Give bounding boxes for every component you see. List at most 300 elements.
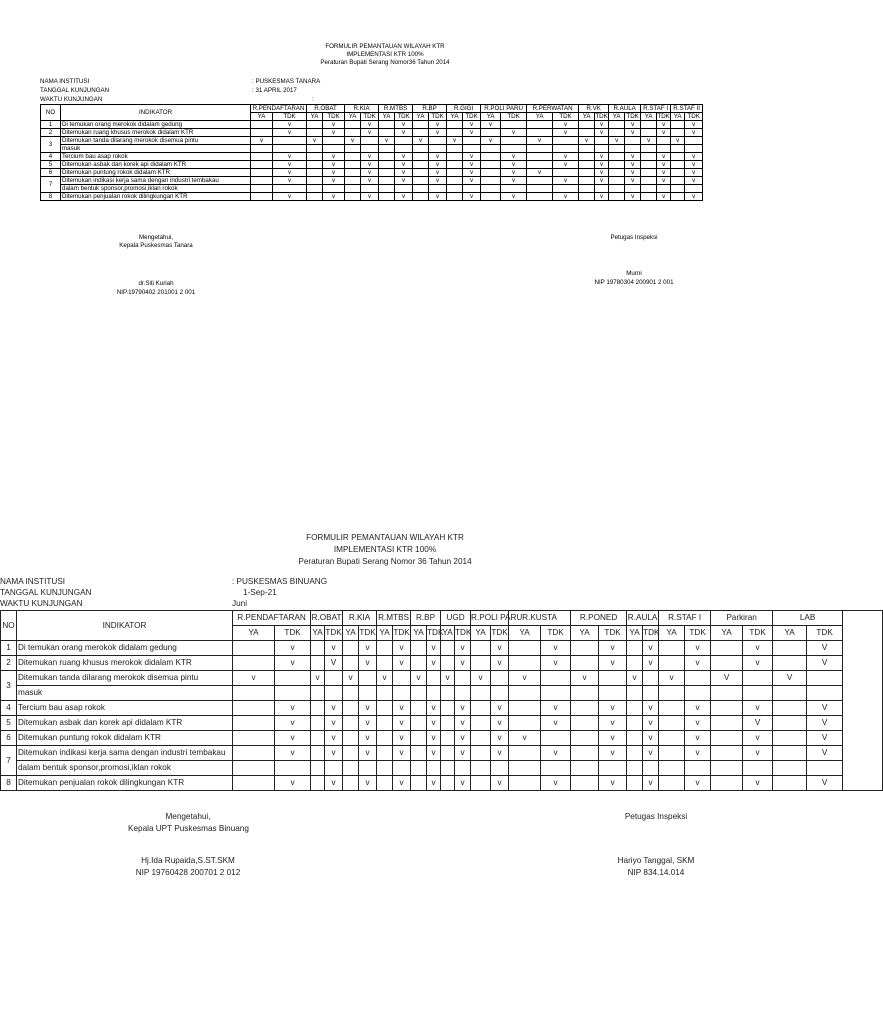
check-cell[interactable] [609,121,625,129]
check-cell[interactable]: v [393,701,411,716]
check-cell[interactable] [527,193,553,201]
check-cell[interactable] [411,746,427,761]
check-cell[interactable] [659,716,685,731]
check-cell[interactable]: v [553,129,579,137]
check-cell[interactable] [377,731,393,746]
check-cell[interactable] [275,671,311,686]
check-cell[interactable] [379,153,395,161]
check-cell[interactable] [441,731,455,746]
check-cell[interactable] [233,746,275,761]
check-cell[interactable] [377,701,393,716]
check-cell[interactable] [671,153,685,161]
check-cell[interactable] [411,656,427,671]
check-cell[interactable]: v [595,161,609,169]
check-cell[interactable] [711,716,743,731]
check-cell[interactable]: v [641,137,657,145]
check-cell[interactable] [609,153,625,161]
check-cell[interactable]: v [481,137,501,145]
check-cell[interactable] [571,776,599,791]
check-cell[interactable] [377,641,393,656]
check-cell[interactable] [627,776,643,791]
check-cell[interactable]: v [743,656,773,671]
check-cell[interactable] [379,193,395,201]
check-cell[interactable] [307,193,323,201]
check-cell[interactable] [571,746,599,761]
check-cell[interactable] [447,177,463,185]
check-cell[interactable]: v [273,129,307,137]
check-cell[interactable]: v [429,161,447,169]
check-cell[interactable] [345,153,361,161]
check-cell[interactable]: v [325,776,343,791]
check-cell[interactable]: V [807,776,843,791]
check-cell[interactable] [541,731,571,746]
check-cell[interactable]: v [427,716,441,731]
check-cell[interactable] [345,169,361,177]
check-cell[interactable]: V [807,716,843,731]
check-cell[interactable]: v [625,121,641,129]
check-cell[interactable] [641,169,657,177]
check-cell[interactable] [345,129,361,137]
check-cell[interactable]: v [685,169,703,177]
check-cell[interactable]: v [361,193,379,201]
check-cell[interactable]: V [711,671,743,686]
check-cell[interactable]: v [427,641,441,656]
check-cell[interactable] [311,701,325,716]
check-cell[interactable] [579,169,595,177]
check-cell[interactable] [379,177,395,185]
check-cell[interactable]: v [579,137,595,145]
check-cell[interactable] [641,129,657,137]
check-cell[interactable]: v [359,701,377,716]
check-cell[interactable]: v [625,193,641,201]
check-cell[interactable] [659,746,685,761]
check-cell[interactable] [671,129,685,137]
check-cell[interactable]: v [361,153,379,161]
check-cell[interactable]: v [323,121,345,129]
check-cell[interactable]: v [393,746,411,761]
check-cell[interactable]: v [657,193,671,201]
check-cell[interactable]: v [455,776,471,791]
check-cell[interactable]: v [541,746,571,761]
check-cell[interactable] [343,701,359,716]
check-cell[interactable]: v [427,656,441,671]
check-cell[interactable] [251,129,273,137]
check-cell[interactable] [625,137,641,145]
check-cell[interactable] [307,121,323,129]
check-cell[interactable]: v [455,716,471,731]
check-cell[interactable]: v [323,193,345,201]
check-cell[interactable]: v [429,193,447,201]
check-cell[interactable]: v [657,121,671,129]
check-cell[interactable]: v [275,656,311,671]
check-cell[interactable] [411,776,427,791]
check-cell[interactable]: v [501,153,527,161]
check-cell[interactable]: v [275,731,311,746]
check-cell[interactable] [481,153,501,161]
check-cell[interactable] [609,177,625,185]
check-cell[interactable]: V [807,656,843,671]
check-cell[interactable] [447,161,463,169]
check-cell[interactable]: v [527,137,553,145]
check-cell[interactable] [471,776,491,791]
check-cell[interactable] [311,641,325,656]
check-cell[interactable]: v [743,731,773,746]
check-cell[interactable]: v [501,177,527,185]
check-cell[interactable]: v [527,169,553,177]
check-cell[interactable] [471,716,491,731]
check-cell[interactable] [413,177,429,185]
check-cell[interactable] [251,121,273,129]
check-cell[interactable] [627,731,643,746]
check-cell[interactable]: v [325,641,343,656]
check-cell[interactable]: v [643,731,659,746]
check-cell[interactable] [527,153,553,161]
check-cell[interactable] [233,656,275,671]
check-cell[interactable] [671,193,685,201]
check-cell[interactable] [627,716,643,731]
check-cell[interactable]: v [541,776,571,791]
check-cell[interactable] [579,153,595,161]
check-cell[interactable]: v [455,641,471,656]
check-cell[interactable]: v [627,671,643,686]
check-cell[interactable] [509,776,541,791]
check-cell[interactable] [413,169,429,177]
check-cell[interactable]: v [491,656,509,671]
check-cell[interactable] [659,731,685,746]
check-cell[interactable]: v [595,169,609,177]
check-cell[interactable]: v [455,656,471,671]
check-cell[interactable]: v [359,731,377,746]
check-cell[interactable]: v [359,716,377,731]
check-cell[interactable] [251,153,273,161]
check-cell[interactable] [441,746,455,761]
check-cell[interactable]: v [393,656,411,671]
check-cell[interactable] [411,716,427,731]
check-cell[interactable] [413,193,429,201]
check-cell[interactable] [671,121,685,129]
check-cell[interactable] [509,746,541,761]
check-cell[interactable]: V [743,716,773,731]
check-cell[interactable]: v [359,746,377,761]
check-cell[interactable] [773,701,807,716]
check-cell[interactable]: v [625,129,641,137]
check-cell[interactable] [447,129,463,137]
check-cell[interactable]: v [361,161,379,169]
check-cell[interactable]: v [343,671,359,686]
check-cell[interactable]: v [643,701,659,716]
check-cell[interactable]: v [463,121,481,129]
check-cell[interactable] [509,656,541,671]
check-cell[interactable] [579,177,595,185]
check-cell[interactable]: v [599,776,627,791]
check-cell[interactable]: v [625,153,641,161]
check-cell[interactable]: v [595,153,609,161]
check-cell[interactable] [343,731,359,746]
check-cell[interactable] [571,701,599,716]
check-cell[interactable]: v [455,746,471,761]
check-cell[interactable]: v [455,731,471,746]
check-cell[interactable]: v [491,731,509,746]
check-cell[interactable] [711,641,743,656]
check-cell[interactable]: v [471,671,491,686]
check-cell[interactable] [481,169,501,177]
check-cell[interactable] [233,776,275,791]
check-cell[interactable] [481,177,501,185]
check-cell[interactable] [377,716,393,731]
check-cell[interactable] [343,776,359,791]
check-cell[interactable] [463,137,481,145]
check-cell[interactable] [509,641,541,656]
check-cell[interactable]: V [807,641,843,656]
check-cell[interactable] [471,641,491,656]
check-cell[interactable]: v [393,731,411,746]
check-cell[interactable] [685,671,711,686]
check-cell[interactable] [251,193,273,201]
check-cell[interactable]: V [807,701,843,716]
check-cell[interactable]: v [685,193,703,201]
check-cell[interactable]: v [463,129,481,137]
check-cell[interactable]: v [323,177,345,185]
check-cell[interactable] [455,671,471,686]
check-cell[interactable]: v [427,776,441,791]
check-cell[interactable]: v [595,121,609,129]
check-cell[interactable] [627,701,643,716]
check-cell[interactable] [359,671,377,686]
check-cell[interactable]: v [359,656,377,671]
check-cell[interactable]: v [685,656,711,671]
check-cell[interactable]: v [463,169,481,177]
check-cell[interactable] [441,656,455,671]
check-cell[interactable]: v [501,161,527,169]
check-cell[interactable]: v [325,731,343,746]
check-cell[interactable]: v [273,161,307,169]
check-cell[interactable]: v [233,671,275,686]
check-cell[interactable]: v [379,137,395,145]
check-cell[interactable]: v [273,169,307,177]
check-cell[interactable] [627,656,643,671]
check-cell[interactable]: v [323,161,345,169]
check-cell[interactable]: v [307,137,323,145]
check-cell[interactable] [471,746,491,761]
check-cell[interactable]: v [273,177,307,185]
check-cell[interactable] [251,161,273,169]
check-cell[interactable]: v [429,129,447,137]
check-cell[interactable]: v [657,169,671,177]
check-cell[interactable] [711,776,743,791]
check-cell[interactable] [447,121,463,129]
check-cell[interactable]: v [501,193,527,201]
check-cell[interactable] [379,161,395,169]
check-cell[interactable]: v [599,656,627,671]
check-cell[interactable]: v [685,641,711,656]
check-cell[interactable]: v [501,129,527,137]
check-cell[interactable] [527,161,553,169]
check-cell[interactable] [579,193,595,201]
check-cell[interactable] [711,731,743,746]
check-cell[interactable] [481,193,501,201]
check-cell[interactable] [509,701,541,716]
check-cell[interactable]: v [657,153,671,161]
check-cell[interactable] [343,746,359,761]
check-cell[interactable]: v [323,129,345,137]
check-cell[interactable] [491,671,509,686]
check-cell[interactable] [411,641,427,656]
check-cell[interactable] [627,746,643,761]
check-cell[interactable] [311,776,325,791]
check-cell[interactable]: v [553,177,579,185]
check-cell[interactable] [311,731,325,746]
check-cell[interactable]: v [625,177,641,185]
check-cell[interactable] [251,169,273,177]
check-cell[interactable] [773,656,807,671]
check-cell[interactable] [233,701,275,716]
check-cell[interactable]: v [491,776,509,791]
check-cell[interactable]: v [395,121,413,129]
check-cell[interactable]: v [395,129,413,137]
check-cell[interactable]: v [395,193,413,201]
check-cell[interactable] [711,746,743,761]
check-cell[interactable]: v [643,746,659,761]
check-cell[interactable] [659,656,685,671]
check-cell[interactable] [659,701,685,716]
check-cell[interactable]: v [595,177,609,185]
check-cell[interactable] [233,641,275,656]
check-cell[interactable] [743,671,773,686]
check-cell[interactable] [773,746,807,761]
check-cell[interactable] [553,137,579,145]
check-cell[interactable] [441,701,455,716]
check-cell[interactable] [343,656,359,671]
check-cell[interactable]: v [429,121,447,129]
check-cell[interactable] [609,129,625,137]
check-cell[interactable]: v [553,153,579,161]
check-cell[interactable]: v [395,177,413,185]
check-cell[interactable] [471,731,491,746]
check-cell[interactable]: v [743,701,773,716]
check-cell[interactable]: v [659,671,685,686]
check-cell[interactable] [413,153,429,161]
check-cell[interactable] [509,716,541,731]
check-cell[interactable]: V [773,671,807,686]
check-cell[interactable] [343,716,359,731]
check-cell[interactable] [393,671,411,686]
check-cell[interactable]: v [491,746,509,761]
check-cell[interactable]: v [411,671,427,686]
check-cell[interactable] [379,169,395,177]
check-cell[interactable]: v [541,641,571,656]
check-cell[interactable]: v [427,731,441,746]
check-cell[interactable]: v [361,177,379,185]
check-cell[interactable]: v [447,137,463,145]
check-cell[interactable] [323,137,345,145]
check-cell[interactable]: v [685,746,711,761]
check-cell[interactable]: V [325,656,343,671]
check-cell[interactable] [471,656,491,671]
check-cell[interactable]: v [275,701,311,716]
check-cell[interactable] [345,177,361,185]
check-cell[interactable] [307,153,323,161]
check-cell[interactable]: v [643,716,659,731]
check-cell[interactable] [361,137,379,145]
check-cell[interactable]: v [685,776,711,791]
check-cell[interactable]: v [323,169,345,177]
check-cell[interactable] [685,137,703,145]
check-cell[interactable] [599,671,627,686]
check-cell[interactable]: v [275,746,311,761]
check-cell[interactable] [307,169,323,177]
check-cell[interactable] [711,656,743,671]
check-cell[interactable] [579,121,595,129]
check-cell[interactable] [807,671,843,686]
check-cell[interactable]: v [509,731,541,746]
check-cell[interactable]: v [273,121,307,129]
check-cell[interactable] [345,161,361,169]
check-cell[interactable] [527,129,553,137]
check-cell[interactable] [609,169,625,177]
check-cell[interactable] [481,129,501,137]
check-cell[interactable] [641,153,657,161]
check-cell[interactable]: v [463,177,481,185]
check-cell[interactable] [501,137,527,145]
check-cell[interactable]: v [429,177,447,185]
check-cell[interactable]: v [657,129,671,137]
check-cell[interactable] [311,746,325,761]
check-cell[interactable]: v [657,177,671,185]
check-cell[interactable]: v [743,641,773,656]
check-cell[interactable]: v [395,169,413,177]
check-cell[interactable] [377,746,393,761]
check-cell[interactable] [579,161,595,169]
check-cell[interactable] [345,121,361,129]
check-cell[interactable]: v [441,671,455,686]
check-cell[interactable]: v [541,656,571,671]
check-cell[interactable]: v [361,121,379,129]
check-cell[interactable]: v [625,161,641,169]
check-cell[interactable]: v [273,153,307,161]
check-cell[interactable]: v [685,121,703,129]
check-cell[interactable] [447,169,463,177]
check-cell[interactable] [609,161,625,169]
check-cell[interactable]: v [491,641,509,656]
check-cell[interactable] [413,161,429,169]
check-cell[interactable] [773,731,807,746]
check-cell[interactable]: v [491,716,509,731]
check-cell[interactable]: v [685,153,703,161]
check-cell[interactable]: v [685,129,703,137]
check-cell[interactable]: v [595,129,609,137]
check-cell[interactable]: v [393,641,411,656]
check-cell[interactable]: v [377,671,393,686]
check-cell[interactable] [643,671,659,686]
check-cell[interactable] [501,121,527,129]
check-cell[interactable]: v [643,656,659,671]
check-cell[interactable]: v [509,671,541,686]
check-cell[interactable]: v [429,153,447,161]
check-cell[interactable] [233,731,275,746]
check-cell[interactable]: v [463,193,481,201]
check-cell[interactable] [671,177,685,185]
check-cell[interactable]: v [427,701,441,716]
check-cell[interactable]: v [541,701,571,716]
check-cell[interactable]: v [685,177,703,185]
check-cell[interactable] [659,776,685,791]
check-cell[interactable]: v [599,731,627,746]
check-cell[interactable] [441,716,455,731]
check-cell[interactable] [773,716,807,731]
check-cell[interactable] [233,716,275,731]
check-cell[interactable]: V [807,731,843,746]
check-cell[interactable]: v [625,169,641,177]
